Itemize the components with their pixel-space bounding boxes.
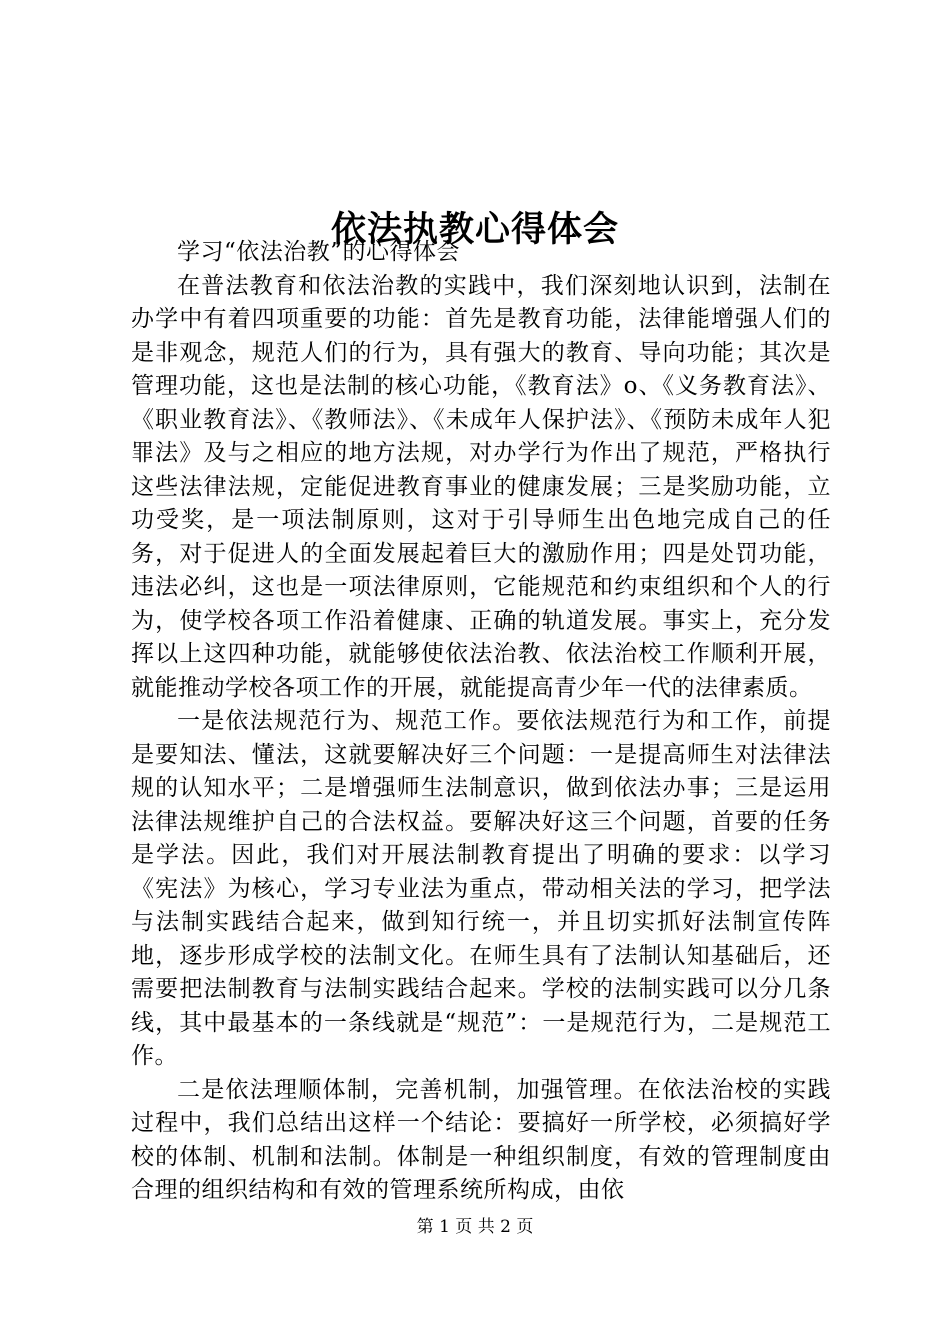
paragraph-2: 一是依法规范行为、规范工作。要依法规范行为和工作，前提是要知法、懂法，这就要解决好三个问题：一是提高师生对法律法规的认知水平；二是增强师生法制意识，做到依法办事；三是运用法律法规维护自己的合法权益。要解决好这三个问题，首要的任务是学法。因此，我们对开展法制教育提出了明确的要求：以学习《宪法》为核心，学习专业法为重点，带动相关法的学习，把学法与法制实践结合起来，做到知行统一，并且切实抓好法制宣传阵地，逐步形成学校的法制文化。在师生具有了法制认知基础后，还需要把法制教育与法制实践结合起来。学校的法制实践可以分几条线，其中最基本的一条线就是“规范”：一是规范行为，二是规范工作。 — [131, 708, 831, 1069]
paragraph-3: 二是依法理顺体制，完善机制，加强管理。在依法治校的实践过程中，我们总结出这样一个结论：要搞好一所学校，必须搞好学校的体制、机制和法制。体制是一种组织制度，有效的管理制度由合理的组织结构和有效的管理系统所构成，由依 — [131, 1076, 831, 1203]
paragraph-1: 在普法教育和依法治教的实践中，我们深刻地认识到，法制在办学中有着四项重要的功能：首先是教育功能，法律能增强人们的是非观念，规范人们的行为，具有强大的教育、导向功能；其次是管理功能，这也是法制的核心功能，《教育法》o、《义务教育法》、《职业教育法》、《教师法》、《未成年人保护法》、《预防未成年人犯罪法》及与之相应的地方法规，对办学行为作出了规范，严格执行这些法律法规，定能促进教育事业的健康发展；三是奖励功能，立功受奖，是一项法制原则，这对于引导师生出色地完成自己的任务，对于促进人的全面发展起着巨大的激励作用；四是处罚功能，违法必纠，这也是一项法律原则，它能规范和约束组织和个人的行为，使学校各项工作沿着健康、正确的轨道发展。事实上，充分发挥以上这四种功能，就能够使依法治教、依法治校工作顺利开展，就能推动学校各项工作的开展，就能提高青少年一代的法律素质。 — [131, 272, 831, 701]
document-subtitle: 学习“依法治教”的心得体会 — [177, 239, 461, 265]
document-title: 依法执教心得体会 — [330, 209, 619, 251]
document-body — [131, 236, 831, 1208]
page-footer: 第 1 页 共 2 页 — [416, 1217, 534, 1237]
